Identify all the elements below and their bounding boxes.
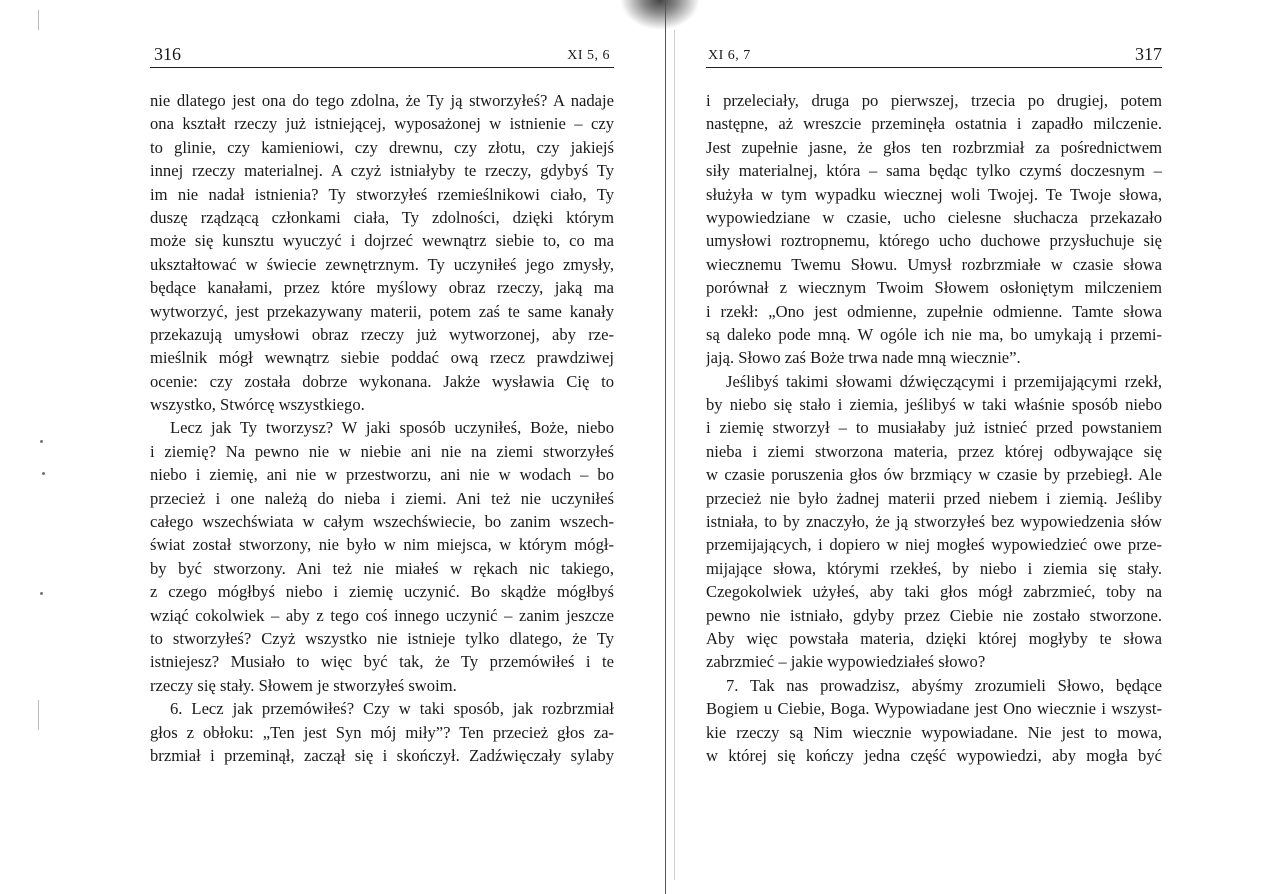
text-line: brzmiał i przeminął, zaczął się i skończył. Zadźwięczały sylaby bbox=[150, 745, 614, 765]
text-line: ocenie: czy została dobrze wykonana. Jakże wysławia Cię to bbox=[150, 371, 614, 391]
right-page bbox=[706, 0, 1162, 894]
text-line: mijające słowa, którymi rzekłeś, by niebo i ziemia się stały. bbox=[706, 558, 1162, 578]
text-line: pewno nie istniało, gdyby przez Ciebie nie zostało stworzone. bbox=[706, 605, 1162, 625]
right-header-rule bbox=[706, 67, 1162, 68]
right-page-header bbox=[706, 44, 1162, 68]
left-page-body bbox=[150, 89, 614, 767]
text-line: i ziemię? Na pewno nie w niebie ani nie na ziemi stworzyłeś bbox=[150, 441, 614, 461]
left-page-header bbox=[150, 44, 614, 68]
text-line: są daleko pode mną. W ogóle ich nie ma, bo umykają i przemi- bbox=[706, 324, 1162, 344]
paragraph-start-line: Lecz jak Ty tworzysz? W jaki sposób uczyniłeś, Boże, niebo bbox=[170, 418, 614, 438]
text-line: to glinie, czy kamieniowi, czy drewnu, czy złotu, czy jakiejś bbox=[150, 137, 614, 157]
right-page-body bbox=[706, 89, 1162, 767]
text-line: służyła w tym wypadku wiecznej woli Twojej. Te Twoje słowa, bbox=[706, 184, 1162, 204]
text-line: i ziemię stworzył – to musiałaby już istnieć przed powstaniem bbox=[706, 418, 1162, 438]
text-line: Czegokolwiek użyłeś, aby taki głos mógł zabrzmieć, toby na bbox=[706, 582, 1162, 602]
text-line: i rzekł: „Ono jest odmienne, zupełnie odmienne. Tamte słowa bbox=[706, 301, 1162, 321]
text-line: im nie nadał istnienia? Ty stworzyłeś rzemieślnikowi ciało, Ty bbox=[150, 184, 614, 204]
text-line: istniała, to by znaczyło, że ją stworzyłeś bez wypowiedzenia słów bbox=[706, 512, 1162, 532]
text-line: nieba i ziemi stworzona materia, przez której odbywające się bbox=[706, 441, 1162, 461]
text-line: wiecznemu Twemu Słowu. Umysł rozbrzmiałe w czasie słowa bbox=[706, 254, 1162, 274]
text-line: całego wszechświata w całym wszechświecie, bo zanim wszech- bbox=[150, 512, 614, 532]
text-line: w której się kończy jedna część wypowiedzi, aby mogła być bbox=[706, 745, 1162, 765]
text-line: przemijających, i dopiero w niej mogłeś wypowiedzieć owe prze- bbox=[706, 535, 1162, 555]
text-line: Jest zupełnie jasne, że głos ten rozbrzmiał za pośrednictwem bbox=[706, 137, 1162, 157]
text-line: i przeleciały, druga po pierwszej, trzecia po drugiej, potem bbox=[706, 91, 1162, 110]
text-line: może się kunsztu wyuczyć i dojrzeć wewnątrz siebie to, co ma bbox=[150, 231, 614, 251]
text-line: niebo i ziemię, ani nie w przestworzu, ani nie w wodach – bo bbox=[150, 465, 614, 485]
scan-speck bbox=[40, 440, 43, 443]
text-line: innej rzeczy materialnej. A czyż istniałyby te rzeczy, gdybyś Ty bbox=[150, 161, 614, 181]
left-page bbox=[150, 0, 614, 894]
text-line: będące kanałami, przez które myślowy obraz rzeczy, jaką ma bbox=[150, 278, 614, 298]
scan-speck bbox=[42, 472, 45, 475]
scan-edge-mark bbox=[38, 700, 39, 730]
left-page-number: 316 bbox=[154, 44, 181, 64]
left-running-head: XI 5, 6 bbox=[567, 48, 610, 63]
text-line: wszystko, Stwórcę wszystkiego. bbox=[150, 395, 365, 415]
text-line: kie rzeczy są Nim wiecznie wypowiadane. Nie jest to mowa, bbox=[706, 722, 1162, 742]
text-line: duszę rządzącą członkami ciała, Ty zdolności, dzięki którym bbox=[150, 207, 614, 227]
text-line: wziąć cokolwiek – aby z tego coś innego uczynić – zanim jeszcze bbox=[150, 605, 614, 625]
text-line: porównał z wiecznym Twoim Słowem osłoniętym milczeniem bbox=[706, 278, 1162, 298]
text-line: świat został stworzony, nie było w nim miejsca, w którym mógł- bbox=[150, 535, 614, 555]
right-page-number: 317 bbox=[1135, 44, 1162, 64]
text-line: wypowiedziane w czasie, ucho cielesne słuchacza przekazało bbox=[706, 207, 1162, 227]
text-line: w czasie poruszenia głos ów brzmiący w czasie by przebiegł. Ale bbox=[706, 465, 1162, 485]
text-line: by być stworzony. Ani też nie miałeś w rękach nic takiego, bbox=[150, 558, 614, 578]
text-line: mieślnik mógł wewnątrz siebie poddać ową rzecz prawdziwej bbox=[150, 348, 614, 368]
text-line: ona kształt rzeczy już istniejącej, wyposażonej w istnienie – czy bbox=[150, 114, 614, 134]
text-line: jają. Słowo zaś Boże trwa nade mną wiecznie”. bbox=[706, 348, 1021, 368]
binding-shadow bbox=[620, 0, 700, 30]
text-line: istniejesz? Musiało to więc być tak, że Ty przemówiłeś i te bbox=[150, 652, 614, 672]
text-line: przecież i one należą do nieba i ziemi. Ani też nie uczyniłeś bbox=[150, 488, 614, 508]
paragraph-start-line: 7. Tak nas prowadzisz, abyśmy zrozumieli Słowo, będące bbox=[726, 675, 1162, 695]
text-line: nie dlatego jest ona do tego zdolna, że Ty ją stworzyłeś? A nadaje bbox=[150, 91, 614, 110]
paragraph-start-line: Jeślibyś takimi słowami dźwięczącymi i przemijającymi rzekł, bbox=[726, 371, 1162, 391]
text-line: ukształtować w świecie zewnętrznym. Ty uczyniłeś jego zmysły, bbox=[150, 254, 614, 274]
text-line: Bogiem u Ciebie, Boga. Wypowiadane jest Ono wiecznie i wszyst- bbox=[706, 699, 1162, 719]
scan-speck bbox=[40, 592, 43, 595]
text-line: przekazują umysłowi obraz rzeczy już wytworzonej, aby rze- bbox=[150, 324, 614, 344]
text-line: zabrzmieć – jakie wypowiedziałeś słowo? bbox=[706, 652, 986, 672]
left-header-rule bbox=[150, 67, 614, 68]
scan-edge-mark bbox=[38, 10, 39, 30]
paragraph-start-line: 6. Lecz jak przemówiłeś? Czy w taki sposób, jak rozbrzmiał bbox=[170, 699, 614, 719]
text-line: następne, aż wreszcie przeminęła ostatnia i zapadło milczenie. bbox=[706, 114, 1162, 134]
book-gutter bbox=[660, 0, 700, 894]
text-line: głos z obłoku: „Ten jest Syn mój miły”? Ten przecież głos za- bbox=[150, 722, 614, 742]
text-line: to stworzyłeś? Czyż wszystko nie istnieje tylko dlatego, że Ty bbox=[150, 628, 614, 648]
text-line: Aby więc powstała materia, dzięki której mogłyby te słowa bbox=[706, 628, 1162, 648]
right-running-head: XI 6, 7 bbox=[708, 48, 751, 63]
text-line: by niebo się stało i ziemia, jeślibyś w taki właśnie sposób niebo bbox=[706, 395, 1162, 415]
text-line: przecież nie było żadnej materii przed niebem i ziemią. Jeśliby bbox=[706, 488, 1162, 508]
page-fold-shadow bbox=[674, 30, 675, 880]
text-line: umysłowi roztropnemu, którego ucho duchowe przysłuchuje się bbox=[706, 231, 1162, 251]
page-fold-line bbox=[665, 0, 666, 894]
text-line: z czego mógłbyś niebo i ziemię uczynić. Bo skądże mógłbyś bbox=[150, 582, 614, 602]
text-line: rzeczy się stały. Słowem je stworzyłeś swoim. bbox=[150, 675, 457, 695]
text-line: siły materialnej, która – sama będąc tylko czymś doczesnym – bbox=[706, 161, 1162, 181]
text-line: wytworzyć, jest przekazywany materii, potem zaś te same kanały bbox=[150, 301, 614, 321]
